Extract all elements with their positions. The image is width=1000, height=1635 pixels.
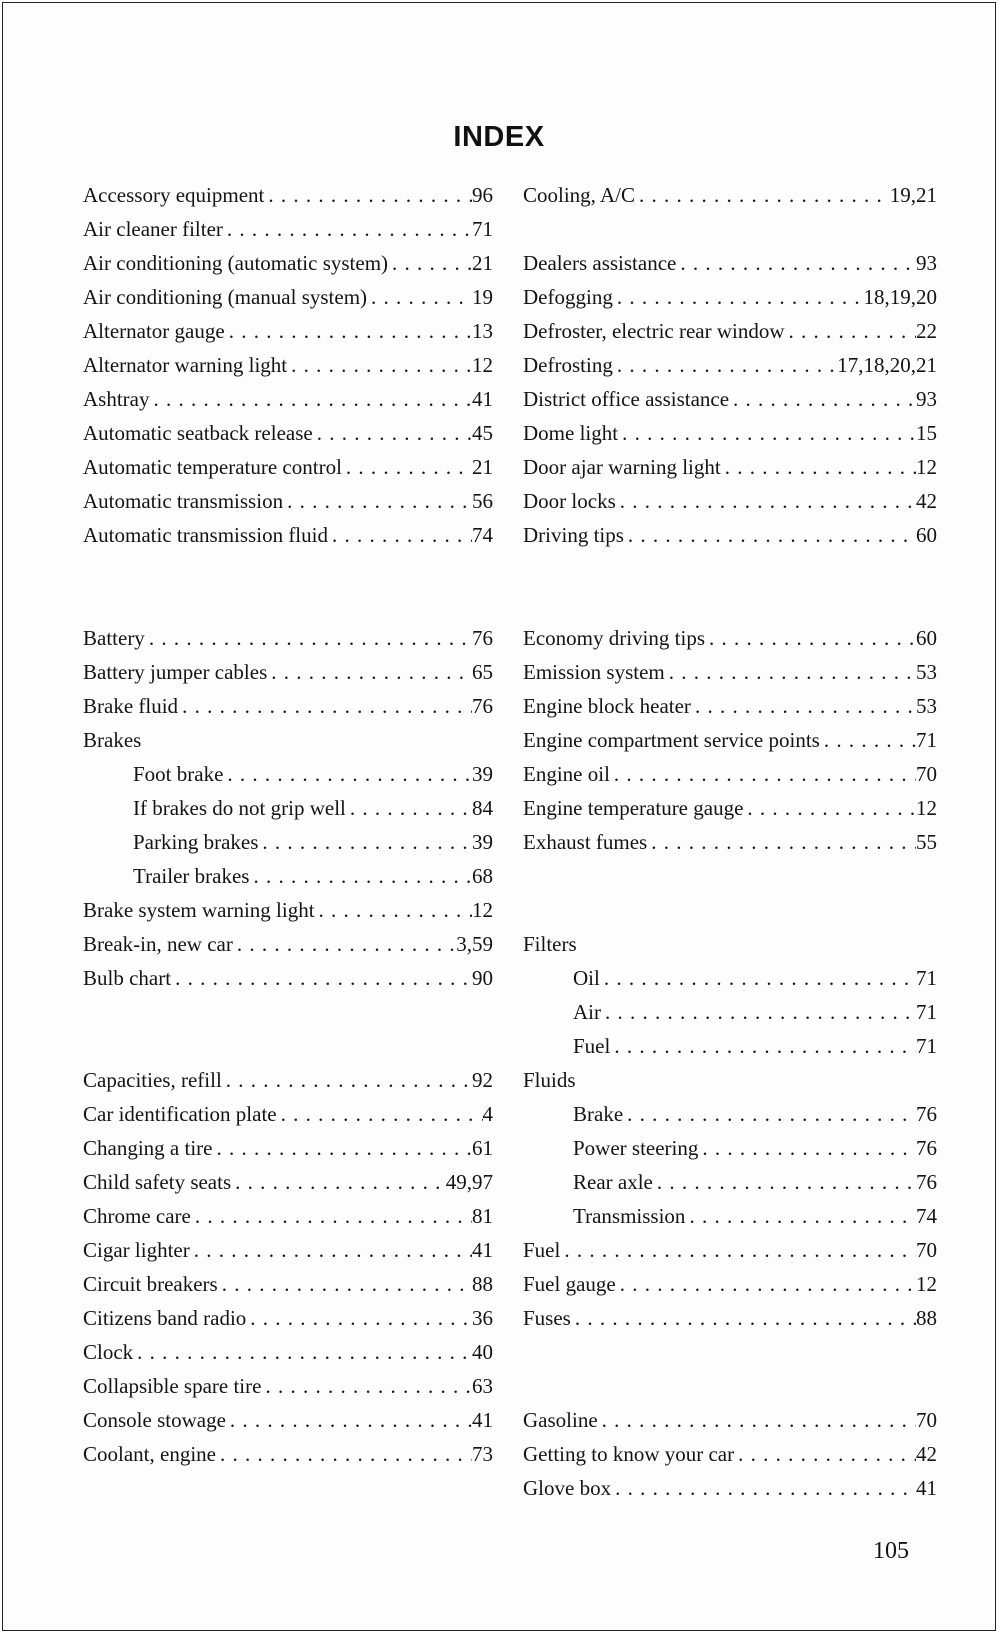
- dot-leader: [277, 1102, 483, 1127]
- index-entry: Air cleaner filter . . . 71: [83, 217, 493, 247]
- index-entry: Driving tips . . . 60: [523, 523, 937, 553]
- index-entry: Automatic temperature control . . . 21: [83, 455, 493, 485]
- index-entry: Air conditioning (manual system) . . . 19: [83, 285, 493, 315]
- dot-leader: [685, 1204, 916, 1229]
- dot-leader: [705, 626, 916, 651]
- index-entry: Chrome care . . . 81: [83, 1204, 493, 1234]
- page-number: 105: [873, 1538, 909, 1564]
- index-heading: Fluids: [523, 1068, 576, 1092]
- index-entry: Door ajar warning light . . . 12: [523, 455, 937, 485]
- dot-leader: [613, 285, 864, 310]
- dot-leader: [178, 694, 472, 719]
- index-entry: Fuel gauge . . . 12: [523, 1272, 937, 1302]
- index-entry: Cigar lighter . . . 41: [83, 1238, 493, 1268]
- index-entry: Capacities, refill . . . 92: [83, 1068, 493, 1098]
- index-entry: Engine oil . . . 70: [523, 762, 937, 792]
- dot-leader: [222, 1068, 472, 1093]
- index-subentry: If brakes do not grip well . . . 84: [83, 796, 493, 826]
- dot-leader: [571, 1306, 916, 1331]
- dot-leader: [653, 1170, 916, 1195]
- dot-leader: [212, 1136, 472, 1161]
- index-entry: Fuses . . . 88: [523, 1306, 937, 1336]
- index-entry: Changing a tire . . . 61: [83, 1136, 493, 1166]
- index-entry: Fuel . . . 70: [523, 1238, 937, 1268]
- index-entry: Brake fluid . . . 76: [83, 694, 493, 724]
- dot-leader: [328, 523, 472, 548]
- dot-leader: [743, 796, 916, 821]
- index-entry: Alternator gauge . . . 13: [83, 319, 493, 349]
- dot-leader: [729, 387, 916, 412]
- dot-leader: [600, 966, 916, 991]
- dot-leader: [611, 1476, 916, 1501]
- dot-leader: [315, 898, 472, 923]
- dot-leader: [665, 660, 916, 685]
- dot-leader: [231, 1170, 446, 1195]
- dot-leader: [613, 353, 837, 378]
- index-entry: Glove box . . . 41: [523, 1476, 937, 1506]
- index-entry: Dome light . . . 15: [523, 421, 937, 451]
- dot-leader: [233, 932, 456, 957]
- dot-leader: [216, 1442, 472, 1467]
- dot-leader: [616, 489, 916, 514]
- index-subentry: Air . . . 71: [523, 1000, 937, 1030]
- dot-leader: [218, 1272, 472, 1297]
- dot-leader: [388, 251, 472, 276]
- dot-leader: [246, 1306, 472, 1331]
- index-entry: Circuit breakers . . . 88: [83, 1272, 493, 1302]
- index-entry: Brake system warning light . . . 12: [83, 898, 493, 928]
- dot-leader: [223, 762, 472, 787]
- dot-leader: [150, 387, 473, 412]
- index-entry: Engine temperature gauge . . . 12: [523, 796, 937, 826]
- index-entry: Ashtray . . . 41: [83, 387, 493, 417]
- index-entry: Defroster, electric rear window . . . 22: [523, 319, 937, 349]
- page-title: INDEX: [453, 121, 545, 153]
- index-heading: Brakes: [83, 728, 142, 752]
- index-entry: Dealers assistance . . . 93: [523, 251, 937, 281]
- index-subentry: Transmission . . . 74: [523, 1204, 937, 1234]
- index-entry: Child safety seats . . . 49,97: [83, 1170, 493, 1200]
- dot-leader: [698, 1136, 916, 1161]
- index-entry: Console stowage . . . 41: [83, 1408, 493, 1438]
- index-entry: Citizens band radio . . . 36: [83, 1306, 493, 1336]
- index-page: [2, 2, 996, 1631]
- index-subentry: Brake . . . 76: [523, 1102, 937, 1132]
- index-entry: Engine block heater . . . 53: [523, 694, 937, 724]
- dot-leader: [624, 523, 916, 548]
- index-entry: Emission system . . . 53: [523, 660, 937, 690]
- dot-leader: [145, 626, 472, 651]
- index-entry: Automatic transmission . . . 56: [83, 489, 493, 519]
- dot-leader: [367, 285, 472, 310]
- index-entry: Getting to know your car . . . 42: [523, 1442, 937, 1472]
- dot-leader: [313, 421, 472, 446]
- dot-leader: [601, 1000, 916, 1025]
- dot-leader: [261, 1374, 472, 1399]
- dot-leader: [721, 455, 916, 480]
- dot-leader: [190, 1238, 472, 1263]
- dot-leader: [223, 217, 472, 242]
- dot-leader: [226, 1408, 472, 1433]
- index-entry: Cooling, A/C . . . 19,21: [523, 183, 937, 213]
- index-entry: Engine compartment service points . . . 71: [523, 728, 937, 758]
- index-entry: Battery . . . 76: [83, 626, 493, 656]
- index-entry: Door locks . . . 42: [523, 489, 937, 519]
- index-entry: Defrosting . . . 17,18,20,21: [523, 353, 937, 383]
- dot-leader: [560, 1238, 916, 1263]
- index-entry: Gasoline . . . 70: [523, 1408, 937, 1438]
- index-entry: Battery jumper cables . . . 65: [83, 660, 493, 690]
- index-subentry: Rear axle . . . 76: [523, 1170, 937, 1200]
- dot-leader: [623, 1102, 916, 1127]
- dot-leader: [346, 796, 472, 821]
- dot-leader: [342, 455, 472, 480]
- index-subentry: Fuel . . . 71: [523, 1034, 937, 1064]
- index-entry: Automatic transmission fluid . . . 74: [83, 523, 493, 553]
- index-entry: Break-in, new car . . . 3,59: [83, 932, 493, 962]
- index-entry: District office assistance . . . 93: [523, 387, 937, 417]
- dot-leader: [258, 830, 472, 855]
- index-subentry: Foot brake . . . 39: [83, 762, 493, 792]
- index-entry: Defogging . . . 18,19,20: [523, 285, 937, 315]
- dot-leader: [616, 1272, 916, 1297]
- dot-leader: [691, 694, 916, 719]
- dot-leader: [610, 762, 916, 787]
- dot-leader: [676, 251, 916, 276]
- dot-leader: [264, 183, 472, 208]
- index-entry: Exhaust fumes . . . 55: [523, 830, 937, 860]
- dot-leader: [820, 728, 916, 753]
- dot-leader: [610, 1034, 916, 1059]
- dot-leader: [249, 864, 472, 889]
- index-subentry: Power steering . . . 76: [523, 1136, 937, 1166]
- index-entry: Alternator warning light . . . 12: [83, 353, 493, 383]
- dot-leader: [635, 183, 890, 208]
- dot-leader: [618, 421, 916, 446]
- dot-leader: [734, 1442, 916, 1467]
- index-entry: Coolant, engine . . . 73: [83, 1442, 493, 1472]
- dot-leader: [191, 1204, 472, 1229]
- index-subentry: Oil . . . 71: [523, 966, 937, 996]
- dot-leader: [171, 966, 472, 991]
- dot-leader: [267, 660, 472, 685]
- dot-leader: [133, 1340, 472, 1365]
- index-entry: Accessory equipment . . . 96: [83, 183, 493, 213]
- index-entry: Economy driving tips . . . 60: [523, 626, 937, 656]
- index-heading: Filters: [523, 932, 577, 956]
- dot-leader: [598, 1408, 916, 1433]
- index-subentry: Parking brakes . . . 39: [83, 830, 493, 860]
- index-entry: Collapsible spare tire . . . 63: [83, 1374, 493, 1404]
- dot-leader: [287, 353, 472, 378]
- index-entry: Bulb chart . . . 90: [83, 966, 493, 996]
- dot-leader: [785, 319, 916, 344]
- index-subentry: Trailer brakes . . . 68: [83, 864, 493, 894]
- index-entry: Automatic seatback release . . . 45: [83, 421, 493, 451]
- index-entry: Car identification plate . . . 4: [83, 1102, 493, 1132]
- index-entry: Air conditioning (automatic system) . . . 21: [83, 251, 493, 281]
- dot-leader: [225, 319, 472, 344]
- dot-leader: [647, 830, 916, 855]
- index-entry: Clock . . . 40: [83, 1340, 493, 1370]
- dot-leader: [283, 489, 472, 514]
